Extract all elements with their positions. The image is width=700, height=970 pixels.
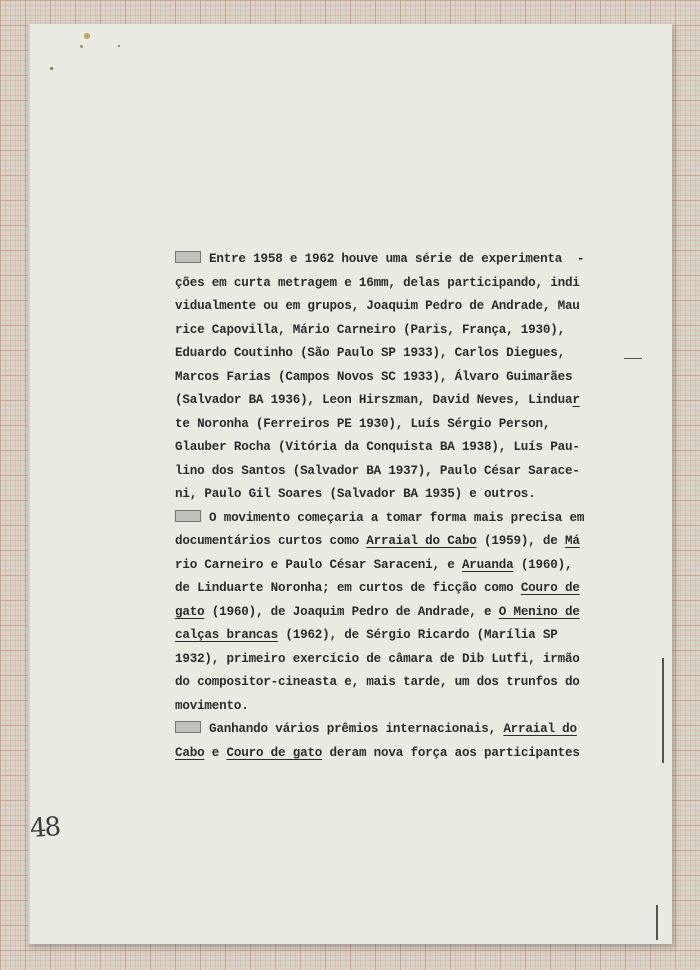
text-line [175, 342, 625, 366]
text-line [175, 272, 625, 296]
text-line [175, 554, 625, 578]
text-line [175, 295, 625, 319]
text-segment: te Noronha (Ferreiros PE 1930), Luís Sérgio Person, [175, 416, 551, 431]
text-segment: de Linduarte Noronha; em curtos de ficção como [175, 581, 521, 595]
text-segment: deram nova força aos participantes [322, 745, 580, 760]
text-line [175, 671, 625, 695]
stain-mark [50, 67, 53, 70]
text-segment: Glauber Rocha (Vitória da Conquista BA 1938), Luís Pau- [175, 440, 580, 454]
text-line [175, 507, 625, 531]
text-segment: rio Carneiro e Paulo César Saraceni, e [175, 557, 462, 572]
text-segment: (1962), de Sérgio Ricardo (Marília SP [278, 628, 558, 642]
text-line [175, 248, 625, 272]
text-line [175, 718, 625, 742]
margin-line [656, 905, 658, 940]
typed-text-body [175, 248, 625, 765]
text-line [175, 413, 625, 437]
paragraph-marker-icon [175, 510, 201, 522]
text-segment: (Salvador BA 1936), Leon Hirszman, David Neves, Lindua [175, 393, 573, 407]
underlined-title: calças brancas [175, 628, 279, 642]
text-segment: (1959), de [476, 534, 565, 548]
text-line [175, 366, 625, 390]
text-line [175, 460, 625, 484]
text-line [175, 319, 625, 343]
stain-mark [84, 33, 90, 39]
text-segment: do compositor-cineasta e, mais tarde, um dos trunfos do [175, 675, 580, 689]
text-line [175, 530, 625, 554]
text-segment: e [204, 745, 227, 760]
text-segment: (1960), [513, 557, 573, 572]
text-segment: lino dos Santos (Salvador BA 1937), Paulo César Sarace- [175, 463, 580, 478]
text-line [175, 742, 625, 766]
underlined-title: Aruanda [461, 557, 514, 572]
stain-mark [80, 45, 83, 48]
text-line [175, 601, 625, 625]
text-segment: (1960), de Joaquim Pedro de Andrade, e [204, 604, 499, 619]
text-line [175, 577, 625, 601]
text-segment: movimento. [175, 698, 249, 713]
text-line [175, 483, 625, 507]
text-segment: Entre 1958 e 1962 houve uma série de experimenta - [209, 252, 585, 266]
underlined-title: Má [564, 534, 580, 548]
text-segment: Ganhando vários prêmios internacionais, [209, 722, 504, 736]
text-line [175, 389, 625, 413]
text-line [175, 695, 625, 719]
margin-dash [624, 358, 642, 359]
underlined-title: Arraial do Cabo [366, 534, 477, 548]
underlined-title: r [572, 393, 580, 407]
paragraph-marker-icon [175, 721, 201, 733]
margin-line [662, 658, 664, 763]
underlined-title: Couro de gato [226, 745, 323, 760]
handwritten-page-number: 48 [28, 812, 61, 844]
text-segment: O movimento começaria a tomar forma mais precisa em [209, 510, 585, 525]
underlined-title: Couro de [520, 581, 580, 595]
underlined-title: Cabo [175, 745, 205, 760]
text-segment: 1932), primeiro exercício de câmara de Dib Lutfi, irmão [175, 651, 580, 666]
text-segment: ções em curta metragem e 16mm, delas participando, indi [175, 275, 580, 290]
text-line [175, 648, 625, 672]
text-segment: documentários curtos como [175, 534, 367, 548]
underlined-title: gato [175, 604, 205, 619]
text-segment: ni, Paulo Gil Soares (Salvador BA 1935) e outros. [175, 487, 536, 501]
underlined-title: Arraial do [503, 722, 577, 736]
text-segment: Eduardo Coutinho (São Paulo SP 1933), Carlos Diegues, [175, 346, 565, 360]
underlined-title: O Menino de [498, 604, 580, 619]
text-line [175, 436, 625, 460]
text-segment: vidualmente ou em grupos, Joaquim Pedro de Andrade, Mau [175, 299, 580, 313]
text-segment: Marcos Farias (Campos Novos SC 1933), Álvaro Guimarães [175, 369, 573, 384]
text-line [175, 624, 625, 648]
text-segment: rice Capovilla, Mário Carneiro (Paris, França, 1930), [175, 322, 565, 337]
stain-mark [118, 45, 120, 47]
paragraph-marker-icon [175, 251, 201, 263]
